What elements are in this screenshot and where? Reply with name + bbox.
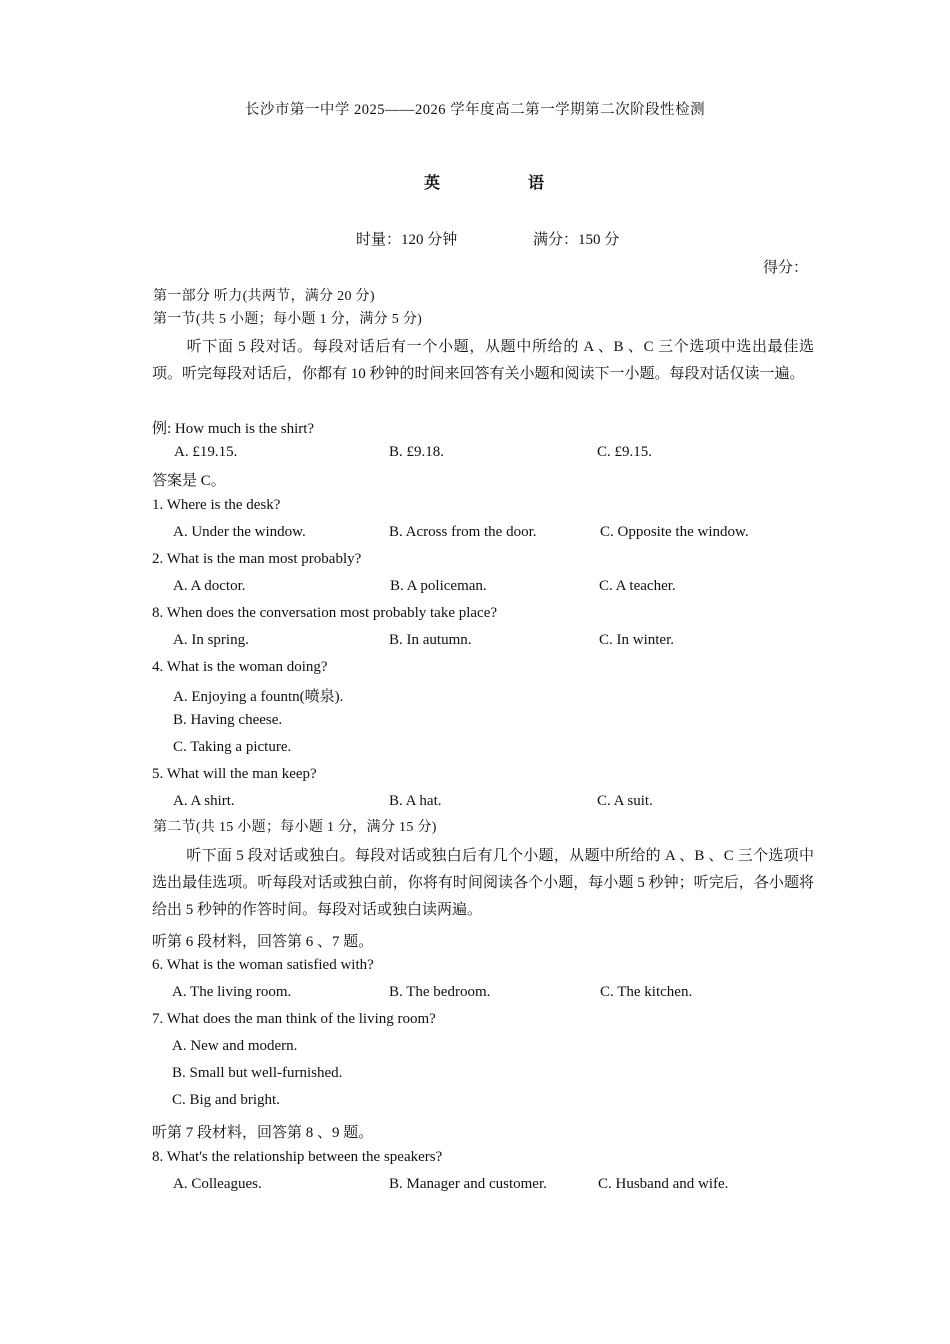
q2-option-b: B. A policeman.	[390, 578, 487, 594]
section1-instructions-text: 听下面 5 段对话。每段对话后有一个小题，从题中所给的 A 、B 、C 三个选项中选出最佳选项。听完每段对话后，你都有 10 秒钟的时间来回答有关小题和阅读下一小题。每段对话仅读一遍。	[152, 339, 814, 382]
q5-option-b: B. A hat.	[389, 793, 442, 809]
question-4: 4. What is the woman doing?	[152, 659, 328, 675]
q2-option-a: A. A doctor.	[173, 578, 246, 594]
q3-option-b: B. In autumn.	[389, 632, 472, 648]
q7-option-c: C. Big and bright.	[172, 1092, 280, 1108]
exam-title: 长沙市第一中学 2025——2026 学年度高二第一学期第二次阶段性检测	[244, 102, 706, 118]
question-8: 8. What's the relationship between the speakers?	[152, 1149, 443, 1165]
q1-option-c: C. Opposite the window.	[600, 524, 749, 540]
q5-option-a: A. A shirt.	[173, 793, 235, 809]
exam-duration: 时量：120 分钟	[356, 232, 458, 248]
question-2: 2. What is the man most probably?	[152, 551, 362, 567]
score-label: 得分：	[763, 260, 809, 276]
full-score: 满分：150 分	[533, 232, 620, 248]
q5-option-c: C. A suit.	[597, 793, 653, 809]
q7-option-a: A. New and modern.	[172, 1038, 298, 1054]
q6-option-c: C. The kitchen.	[600, 984, 693, 1000]
question-3: 8. When does the conversation most probably take place?	[152, 605, 498, 621]
q8-option-b: B. Manager and customer.	[389, 1176, 547, 1192]
q4-option-b: B. Having cheese.	[173, 712, 283, 728]
q8-option-a: A. Colleagues.	[173, 1176, 262, 1192]
q7-option-b: B. Small but well-furnished.	[172, 1065, 343, 1081]
example-answer: 答案是 C。	[152, 473, 226, 489]
question-7: 7. What does the man think of the living room?	[152, 1011, 436, 1027]
q2-option-c: C. A teacher.	[599, 578, 676, 594]
example-option-c: C. £9.15.	[597, 444, 653, 460]
q4-option-a: A. Enjoying a fountn(喷泉).	[173, 689, 344, 705]
material-6-note: 听第 6 段材料，回答第 6 、7 题。	[152, 934, 374, 950]
q3-option-c: C. In winter.	[599, 632, 674, 648]
q8-option-c: C. Husband and wife.	[598, 1176, 729, 1192]
q6-option-b: B. The bedroom.	[389, 984, 491, 1000]
q1-option-a: A. Under the window.	[173, 524, 306, 540]
part1-heading: 第一部分 听力(共两节，满分 20 分)	[153, 289, 375, 304]
section1-instructions	[152, 334, 814, 388]
subject-char-1: 英	[424, 175, 441, 192]
example-option-b: B. £9.18.	[389, 444, 445, 460]
material-7-note: 听第 7 段材料，回答第 8 、9 题。	[152, 1125, 374, 1141]
q3-option-a: A. In spring.	[173, 632, 249, 648]
subject-char-2: 语	[528, 175, 545, 192]
section1-heading: 第一节(共 5 小题；每小题 1 分，满分 5 分)	[153, 312, 423, 327]
section2-heading: 第二节(共 15 小题；每小题 1 分，满分 15 分)	[153, 820, 437, 835]
question-1: 1. Where is the desk?	[152, 497, 281, 513]
section2-instructions-text: 听下面 5 段对话或独白。每段对话或独白后有几个小题，从题中所给的 A 、B 、C 三个选项中选出最佳选项。听每段对话或独白前，你将有时间阅读各个小题，每小题 5 秒钟；听完后，各小题将给出 5 秒钟的作答时间。每段对话或独白读两遍。	[152, 848, 814, 918]
example-question: 例: How much is the shirt?	[152, 421, 315, 437]
q4-option-c: C. Taking a picture.	[173, 739, 292, 755]
question-5: 5. What will the man keep?	[152, 766, 317, 782]
q1-option-b: B. Across from the door.	[389, 524, 537, 540]
question-6: 6. What is the woman satisfied with?	[152, 957, 374, 973]
section2-instructions	[152, 843, 814, 924]
example-option-a: A. £19.15.	[174, 444, 238, 460]
q6-option-a: A. The living room.	[172, 984, 292, 1000]
